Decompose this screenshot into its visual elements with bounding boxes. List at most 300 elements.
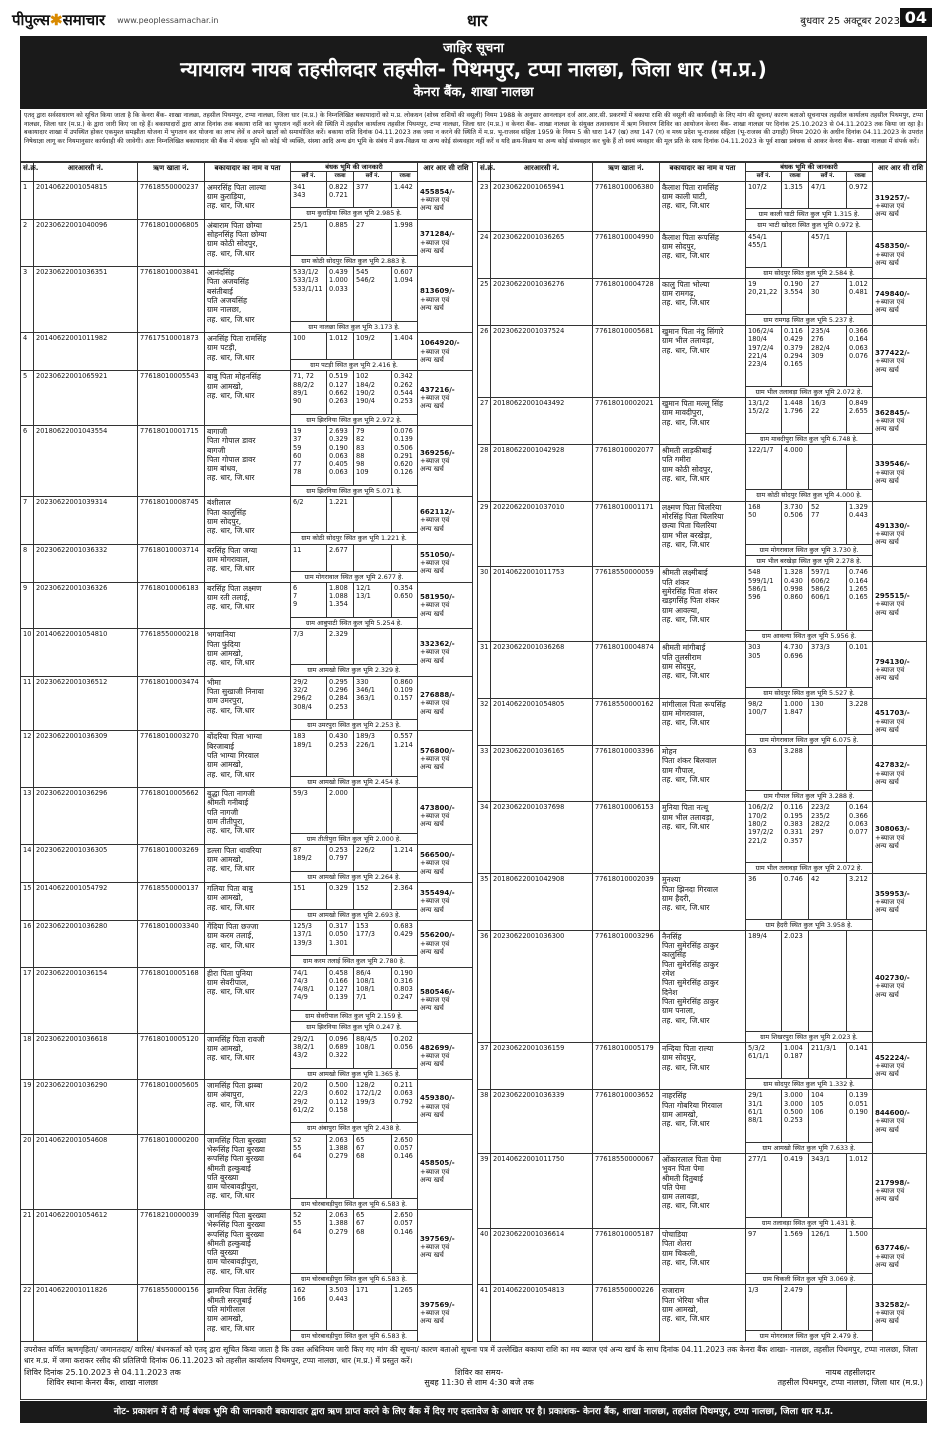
- table-row: [478, 445, 926, 501]
- mortgaged-land: [291, 845, 418, 882]
- land-grid: [291, 583, 417, 617]
- land-total: ग्राम सोदपुर स्थित कुल भूमि 5.527 हे.: [746, 687, 872, 698]
- land-grid: [291, 968, 417, 1010]
- rrc-amount: [873, 232, 928, 278]
- land-survey: 36: [746, 874, 782, 918]
- sr-number: 5: [21, 371, 34, 425]
- rrc-number: 20180622001043492: [491, 398, 593, 444]
- land-area: [392, 788, 418, 832]
- mortgaged-land: [291, 220, 418, 266]
- header-amount: आर आर सी राशि: [877, 164, 924, 172]
- loan-account: 77618210000039: [138, 1210, 205, 1284]
- mortgaged-land: [291, 921, 418, 966]
- rrc-number: 20140622001011753: [491, 567, 593, 641]
- amount-suffix: अन्य खर्च: [420, 1060, 444, 1069]
- header-land-sub: [746, 172, 872, 180]
- sr-number: 29: [478, 502, 491, 567]
- sr-number: 24: [478, 232, 491, 278]
- notice-subtitle: जाहिर सूचना: [443, 41, 504, 56]
- land-area: 1.448 1.796: [782, 398, 809, 433]
- mortgaged-land: [291, 333, 418, 370]
- header-loan: ऋण खाता नं.: [593, 163, 660, 181]
- land-survey: 19 37 59 60 77 78: [291, 426, 327, 485]
- header-rrc: आरआरसी नं.: [491, 163, 593, 181]
- table-row: [21, 426, 472, 497]
- rrc-amount: [418, 583, 474, 628]
- footer-notice: [20, 1342, 927, 1400]
- land-area: [847, 1285, 873, 1329]
- land-survey: 63: [746, 746, 782, 790]
- land-grid: [291, 267, 417, 321]
- land-total: ग्राम मोगरावाल स्थित कुल भूमि 2.479 हे.: [746, 1330, 872, 1341]
- amount-value: 276888/-: [420, 691, 455, 700]
- rrc-number: 20230622001037524: [491, 326, 593, 397]
- defaulter-name-address: कैलाश पिता रामसिंह ग्राम काली घाटी, तह. धार, जि.धार: [660, 182, 746, 231]
- mortgaged-land: [291, 1034, 418, 1079]
- land-area: 1.329 0.443: [849, 502, 868, 519]
- camp-date: शिविर दिनांक 25.10.2023 से 04.11.2023 तक: [24, 1368, 181, 1377]
- sr-number: 15: [21, 883, 34, 920]
- land-total: ग्राम चोरबावड़ीपुरा स्थित कुल भूमि 6.583 हे.: [291, 1273, 417, 1284]
- land-total: ग्राम झिरनिया स्थित कुल भूमि 2.972 हे.: [291, 414, 417, 425]
- rrc-number: 20140622001054612: [34, 1210, 138, 1284]
- land-area: 0.860 0.109 0.157: [394, 677, 413, 703]
- land-survey: 6 7 9: [291, 583, 327, 617]
- rrc-number: 20230622001036280: [34, 921, 138, 966]
- defaulter-name-address: राजाराम पिता भेरिया भील ग्राम आमखो, तह. धार, जि.धार: [660, 1285, 746, 1340]
- land-grid: [291, 677, 417, 719]
- defaulter-name-address: जामसिंह पिता बुरख्या भेरूसिंह पिता बुरख्या रूपसिंह पिता बुरख्या श्रीमती हल्कुबाई पति बुरख्या ग्राम चोरबावड़ीपुरा, तह. धार, जि.धार: [205, 1210, 291, 1284]
- defaulter-name-address: भगवानिया पिता फुंदिया ग्राम आमखो, तह. धार, जि.धार: [205, 629, 291, 675]
- land-area: 0.849 2.655: [849, 399, 868, 416]
- land-area: 2.650 0.057 0.146: [394, 1135, 413, 1161]
- land-total: ग्राम रामगढ़ स्थित कुल भूमि 5.237 हे.: [746, 314, 872, 325]
- land-survey: 52 55 64: [291, 1135, 327, 1198]
- amount-suffix: अन्य खर्च: [420, 707, 444, 716]
- mortgaged-land: [291, 1210, 418, 1284]
- sr-number: 11: [21, 677, 34, 731]
- table-row: [478, 746, 926, 802]
- land-area: 0.101: [849, 643, 868, 652]
- amount-value: 437216/-: [420, 385, 455, 394]
- loan-account: 77618010005662: [138, 788, 205, 844]
- land-survey: 107/2: [746, 182, 782, 209]
- mortgaged-land: [291, 371, 418, 425]
- sr-number: 6: [21, 426, 34, 496]
- rrc-amount: [873, 1090, 928, 1153]
- rrc-amount: [873, 182, 928, 231]
- land-total: ग्राम तलावड़ा स्थित कुल भूमि 1.431 हे.: [746, 1217, 872, 1228]
- land-survey: 65 67 68: [354, 1135, 392, 1198]
- land-area: 1.808 1.088 1.354: [327, 583, 354, 617]
- header-land-title: बंधक भूमि की जानकारी: [291, 163, 417, 172]
- land-survey: 74/1 74/3 74/8/1 74/9: [291, 968, 327, 1010]
- camp-time-info: [424, 1368, 533, 1388]
- edition-city: धार: [467, 11, 488, 30]
- table-row: [21, 883, 472, 921]
- land-total: ग्राम सेवरीपाल स्थित कुल भूमि 2.159 हे.: [291, 1010, 417, 1021]
- mortgaged-land: [746, 931, 873, 1042]
- land-survey: 29/1 31/1 61/1 88/1: [746, 1090, 782, 1141]
- land-total: ग्राम तीतीपुरा स्थित कुल भूमि 2.000 हे.: [291, 833, 417, 844]
- land-grid: [746, 182, 872, 209]
- land-total: ग्राम मोगरावाल स्थित कुल भूमि 2.677 हे.: [291, 571, 417, 582]
- land-area: 2.023: [782, 931, 809, 1031]
- amount-value: 1064920/-: [420, 339, 460, 348]
- amount-suffix: अन्य खर्च: [420, 1251, 444, 1260]
- loan-account: 77618550000067: [593, 1154, 660, 1228]
- rrc-number: 20230622001036618: [34, 1034, 138, 1079]
- table-row: [21, 968, 472, 1034]
- rrc-amount: [418, 333, 474, 370]
- masthead: [12, 6, 932, 34]
- land-area: 1.000 1.847: [782, 699, 809, 734]
- land-area: 0.190 3.554: [782, 279, 809, 314]
- land-survey: 102 184/2 190/2 190/4: [354, 371, 392, 413]
- land-survey: 125/3 137/1 139/3: [291, 921, 327, 955]
- amount-suffix: +ब्याज एवं: [420, 1167, 450, 1176]
- amount-suffix: अन्य खर्च: [875, 365, 899, 374]
- mortgaged-land: [746, 398, 873, 444]
- amount-suffix: अन्य खर्च: [420, 609, 444, 618]
- land-grid: [291, 426, 417, 485]
- land-area: 3.000 3.000 0.500 0.253: [782, 1090, 809, 1141]
- rrc-amount: [418, 1034, 474, 1079]
- amount-value: 482699/-: [420, 1043, 455, 1052]
- land-grid: [291, 845, 417, 871]
- rrc-number: 20230622001036332: [34, 545, 138, 582]
- sr-number: 12: [21, 731, 34, 787]
- land-survey: 130: [809, 699, 847, 734]
- land-grid: [291, 182, 417, 208]
- footer-text: उपरोक्त वर्णित ऋणगृहिता/ जमानतदार/ वारिस/ बंधनकर्ता को एतद् द्वारा सूचित किया जाता है कि उक्त अधिनियम जारी किए गए मांग की सूचना/ कारण बताओ सूचना पत्र में उल्लेखित बकाया राशि का मय ब्याज एवं अन्य खर्च के साथ दिनांक 04.11.2023 तक केनरा बैंक शाखा- नालछा, तहसील पिथमपुर, टप्पा नालछा, जिला धार म.प्र. में जमा कराकर रसीद की प्रतिलिपी दिनांक 06.11.2023 को तहसील कार्यालय पिथमपुर, टप्पा नालछा, धार (म.प्र.) में प्रस्तुत करें।: [24, 1345, 918, 1365]
- table-row: [478, 567, 926, 642]
- land-area: 1.500: [849, 1230, 868, 1238]
- loan-account: 77618010008745: [138, 497, 205, 543]
- land-total: ग्राम आमखो स्थित कुल भूमि 1.365 हे.: [291, 1068, 417, 1079]
- defaulter-name-address: श्रीमती मांगीबाई पति तुलसीराम ग्राम सोदपुर, तह. धार, जि.धार: [660, 642, 746, 697]
- header-survey: सर्वे नं.: [746, 172, 782, 180]
- amount-value: 458350/-: [875, 242, 910, 251]
- land-area: 0.972: [849, 182, 868, 191]
- amount-value: 662112/-: [420, 508, 455, 517]
- rrc-amount: [873, 746, 928, 801]
- rrc-number: 20230622001036339: [491, 1090, 593, 1153]
- amount-suffix: अन्य खर्च: [875, 1260, 899, 1269]
- land-area: 2.364: [394, 883, 413, 892]
- defaulter-name-address: श्रीमती लक्ष्मीबाई पति शंकर सुमेरसिंह पिता शंकर खड़गसिंह पिता शंकर ग्राम आवल्या, तह. धार, जि.धार: [660, 567, 746, 641]
- rrc-number: 20230622001036265: [491, 232, 593, 278]
- land-grid: [291, 333, 417, 359]
- amount-suffix: +ब्याज एवं: [420, 699, 450, 708]
- amount-suffix: +ब्याज एवं: [875, 1062, 905, 1071]
- mortgaged-land: [291, 545, 418, 582]
- header-sr: सं.क्र.: [21, 163, 34, 181]
- amount-suffix: +ब्याज एवं: [420, 516, 450, 525]
- land-survey: [354, 545, 392, 571]
- mortgaged-land: [746, 802, 873, 873]
- sr-number: 30: [478, 567, 491, 641]
- header-amount: आर आर सी राशि: [423, 164, 469, 172]
- amount-suffix: अन्य खर्च: [875, 608, 899, 617]
- table-row: [478, 326, 926, 398]
- amount-suffix: +ब्याज एवं: [420, 995, 450, 1004]
- land-total: ग्राम आमखो स्थित कुल भूमि 2.454 हे.: [291, 776, 417, 787]
- rrc-number: 20230622001037698: [491, 802, 593, 873]
- loan-account: 77618550000156: [138, 1285, 205, 1341]
- land-grid: [746, 874, 872, 918]
- land-total: ग्राम झिरनिया स्थित कुल भूमि 0.247 हे.: [291, 1021, 417, 1032]
- amount-suffix: +ब्याज एवं: [875, 898, 905, 906]
- amount-suffix: अन्य खर्च: [420, 867, 444, 876]
- land-survey: 100: [291, 333, 327, 359]
- land-grid: [746, 445, 872, 489]
- sr-number: 38: [478, 1090, 491, 1153]
- rrc-amount: [418, 1285, 474, 1341]
- land-area: 0.354 0.650: [394, 583, 413, 601]
- rrc-amount: [873, 1229, 928, 1284]
- defaulter-name-address: ओंकारलाल पिता पेमा भुवन पिता पेमा श्रीमती दितुबाई पति पेमा ग्राम तलावड़ा, तह. धार, जि.धार: [660, 1154, 746, 1228]
- rrc-amount: [873, 398, 928, 444]
- mortgaged-land: [746, 326, 873, 397]
- land-grid: [746, 1229, 872, 1273]
- land-survey: 42: [809, 874, 847, 918]
- mortgaged-land: [746, 232, 873, 278]
- table-row: [478, 699, 926, 746]
- rrc-amount: [873, 567, 928, 641]
- defaulter-name-address: अमरसिंह पिता लाल्या ग्राम कुराड़िया, तह. धार, जि.धार: [205, 182, 291, 219]
- sr-number: 17: [21, 968, 34, 1033]
- sr-number: 26: [478, 326, 491, 397]
- rrc-amount: [418, 426, 474, 496]
- land-area: [782, 232, 809, 267]
- land-total: ग्राम गौपाल स्थित कुल भूमि 3.288 हे.: [746, 790, 872, 801]
- table-row: [21, 1034, 472, 1080]
- rrc-number: 20140622001054805: [491, 699, 593, 745]
- page-number: 04: [900, 8, 932, 27]
- table-row: [478, 182, 926, 232]
- amount-suffix: अन्य खर्च: [875, 1125, 899, 1134]
- loan-account: 77618010002021: [593, 398, 660, 444]
- land-grid: [291, 1080, 417, 1122]
- land-total: ग्राम भील तलावड़ा स्थित कुल भूमि 2.072 हे.: [746, 862, 872, 873]
- land-area: [392, 545, 418, 571]
- land-area: 1.315: [782, 182, 809, 209]
- rrc-number: 20220622001037010: [491, 502, 593, 567]
- sr-number: 1: [21, 182, 34, 219]
- amount-suffix: +ब्याज एवं: [420, 897, 450, 906]
- land-area: 2.693 0.329 0.190 0.063 0.405 0.063: [327, 426, 354, 485]
- land-area: 0.439 1.000 0.033: [327, 267, 354, 321]
- amount-suffix: +ब्याज एवं: [420, 559, 450, 568]
- mortgaged-land: [746, 642, 873, 697]
- land-area: [392, 497, 418, 532]
- land-grid: [291, 497, 417, 532]
- rrc-amount: [418, 788, 474, 844]
- amount-suffix: +ब्याज एवं: [875, 529, 905, 538]
- amount-value: 402730/-: [875, 974, 910, 983]
- header-area: रकबा: [854, 173, 866, 180]
- land-area: 3.228: [849, 699, 868, 708]
- amount-value: 551050/-: [420, 550, 455, 559]
- land-area: 0.746 0.164 1.265 0.165: [849, 568, 868, 602]
- loan-account: 77618010002077: [593, 445, 660, 500]
- land-area: [847, 445, 873, 489]
- sr-number: 28: [478, 445, 491, 500]
- loan-account: 77618010003340: [138, 921, 205, 966]
- defaulter-name-address: खुमान पिता मल्लू सिंह ग्राम मावदीपुरा, तह. धार, जि.धार: [660, 398, 746, 444]
- rrc-number: 20180622001042908: [491, 874, 593, 929]
- land-survey: 29/2/1 38/2/1 43/2: [291, 1034, 327, 1068]
- defaulter-name-address: बागाजी पिता गोपाल डावर बागजी पिता गोपाल डावर ग्राम बांधव, तह. धार, जि.धार: [205, 426, 291, 496]
- amount-value: 576800/-: [420, 746, 455, 755]
- land-survey: 128/2 172/1/2 199/3: [354, 1080, 392, 1122]
- land-survey: 373/3: [809, 642, 847, 686]
- amount-value: 332362/-: [420, 640, 455, 649]
- table-row: [21, 731, 472, 788]
- rrc-number: 20230622001039314: [34, 497, 138, 543]
- table-row: [478, 642, 926, 698]
- land-grid: [291, 921, 417, 955]
- amount-value: 794130/-: [875, 657, 910, 666]
- rrc-number: 20230622001036512: [34, 677, 138, 731]
- land-area: 3.503 0.443: [327, 1285, 354, 1329]
- land-grid: [746, 802, 872, 862]
- sr-number: 27: [478, 398, 491, 444]
- rrc-amount: [418, 267, 474, 332]
- table-row: [478, 1154, 926, 1229]
- defaulter-name-address: झामरिया पिता तेरसिंह श्रीमती सरजुबाई पति मांगीलाल ग्राम आमखो, तह. धार, जि.धार: [205, 1285, 291, 1341]
- land-area: 1.404: [394, 334, 413, 343]
- amount-suffix: अन्य खर्च: [875, 1317, 899, 1326]
- amount-suffix: +ब्याज एवं: [875, 1252, 905, 1261]
- amount-suffix: अन्य खर्च: [420, 905, 444, 914]
- land-survey: 162 166: [291, 1285, 327, 1329]
- land-area: 1.265: [394, 1286, 413, 1295]
- land-total: ग्राम कोठी सोदपुर स्थित कुल भूमि 2.883 हे.: [291, 255, 417, 266]
- amount-suffix: +ब्याज एवं: [420, 1052, 450, 1061]
- amount-value: 491330/-: [875, 521, 910, 530]
- land-area: 3.730 0.506: [782, 502, 809, 544]
- land-area: 0.211 0.063 0.792: [394, 1080, 413, 1106]
- sr-number: 33: [478, 746, 491, 801]
- website-url[interactable]: www.peoplessamachar.in: [117, 15, 219, 25]
- amount-suffix: +ब्याज एवं: [875, 297, 905, 306]
- land-survey: 330 346/1 363/1: [354, 677, 392, 719]
- mortgaged-land: [746, 445, 873, 500]
- rrc-number: 20140622001011826: [34, 1285, 138, 1341]
- rrc-number: 20140622001054810: [34, 629, 138, 675]
- land-survey: 303 305: [746, 642, 782, 686]
- amount-suffix: अन्य खर्च: [420, 303, 444, 312]
- header-land: [746, 163, 873, 181]
- table-row: [478, 502, 926, 568]
- loan-account: 77618010005543: [138, 371, 205, 425]
- amount-value: 217998/-: [875, 1178, 910, 1187]
- land-grid: [746, 746, 872, 790]
- land-area: [847, 931, 873, 1031]
- header-area: रकबा: [399, 173, 411, 180]
- rrc-number: 20230622001065921: [34, 371, 138, 425]
- land-grid: [746, 642, 872, 686]
- rrc-number: 20230622001040096: [34, 220, 138, 266]
- defaulter-name-address: मांगीलाल पिता रूपसिंह ग्राम मोगरावाल, तह. धार, जि.धार: [660, 699, 746, 745]
- land-area: 2.063 1.388 0.279: [327, 1210, 354, 1273]
- loan-account: 77618010003652: [593, 1090, 660, 1153]
- header-survey: सर्वे नं.: [354, 172, 392, 180]
- defaulter-name-address: आनंदसिंह पिता अजयसिंह बसंतीबाई पति अजयसिंह ग्राम नालछा, तह. धार, जि.धार: [205, 267, 291, 332]
- rrc-amount: [873, 642, 928, 697]
- defaulter-name-address: डल्ला पिता थावरिया ग्राम आमखो, तह. धार, जि.धार: [205, 845, 291, 882]
- land-survey: 183 189/1: [291, 731, 327, 775]
- loan-account: 77618010001715: [138, 426, 205, 496]
- amount-suffix: +ब्याज एवं: [875, 717, 905, 726]
- land-survey: 65 67 68: [354, 1210, 392, 1273]
- loan-account: 77618010003841: [138, 267, 205, 332]
- land-area: 0.295 0.296 0.284 0.253: [327, 677, 354, 719]
- land-grid: [746, 699, 872, 734]
- land-grid: [291, 1135, 417, 1198]
- rrc-number: 20140622001011750: [491, 1154, 593, 1228]
- loan-account: 77618010002039: [593, 874, 660, 929]
- sr-number: 2: [21, 220, 34, 266]
- sr-number: 14: [21, 845, 34, 882]
- loan-account: 77618010003396: [593, 746, 660, 801]
- mortgaged-land: [291, 677, 418, 731]
- defaulter-name-address: बोंदरिया पिता भाग्या बिरजाबाई पति भाग्या गिरवाल ग्राम आमखो, तह. धार, जि.धार: [205, 731, 291, 787]
- amount-suffix: +ब्याज एवं: [875, 202, 905, 211]
- rrc-amount: [873, 326, 928, 397]
- amount-value: 332582/-: [875, 1300, 910, 1309]
- bank-name: केनरा बैंक, शाखा नालछा: [413, 85, 534, 100]
- land-area: 1.214: [394, 845, 413, 854]
- table-row: [21, 371, 472, 426]
- sr-number: 31: [478, 642, 491, 697]
- camp-place: शिविर स्थानः केनरा बैंक, शाखा नालछा: [46, 1378, 158, 1387]
- land-area: 2.329: [327, 629, 354, 664]
- land-survey: 277/1: [746, 1154, 782, 1217]
- rrc-amount: [418, 497, 474, 543]
- amount-value: 308063/-: [875, 825, 910, 834]
- defaulter-name-address: अंबाराम पिता छोग्या सोहनसिंह पिता छोग्या ग्राम कोठी सोदपुर, तह. धार, जि.धार: [205, 220, 291, 266]
- amount-suffix: +ब्याज एवं: [875, 416, 905, 425]
- land-grid: [746, 279, 872, 314]
- notice-paragraph: एतद् द्वारा सर्वसाधारण को सूचित किया जाता है कि केनरा बैंक- शाखा नालछा, तहसील पिथमपुर, टप्पा नालछा, जिला धार (म.प्र.) के निम्नलिखित बकायादारों को म.प्र. लोकधन (शोध्य राशियों की वसूली) नियम 1988 के अनुसार आनलाइन दर्ज आर.आर.सी. प्रकरणों में बकाया राशि की वसूली की कार्यवाही के लिए मांग की सूचना/ कारण बताओ सूचनापत्र तहसील कार्यालय तहसील पिथमपुर, टप्पा नालछा, जिला धार (म.प्र.) के द्वारा जारी किए जा रहे हैं। बकायादारों द्वारा आज दिनांक तक बकाया राशि का भुगतान नहीं करने की स्थिति में तहसील कार्यालय तहसील पिथमपुर, टप्पा नालछा, जिला धार (म.प्र.) व केनरा बैंक- शाखा नालछा के संयुक्त तत्वावधान में ऋण निवारण शिविर का आयोजन केनरा बैंक- शाखा नालछा पर दिनांक 25.10.2023 से 04.11.2023 तक किया जा रहा है। बकायादार शाखा में उपस्थित होकर एकमुश्त समझौता योजना में भुगतान कर योजना का लाभ लेवें व अपने खातों को समायोजित करें। बकाया राशि दिनांक 04.11.2023 तक जमा न करने की स्थिति में म.प्र. भू-राजस्व संहिता 1959 के नियम 5 की धारा 147 (ख) तथा 147 (ग) व मध्य प्रदेश भू-राजस्व संहिता (भू-राजस्व की उगाही) नियम 2020 के अधीन दिनांक 04.11.2023 के उपरांत निषेधाज्ञा लागू कर नियमानुसार कार्यवाही की जावेगी। अतः निम्नलिखित बकायादार की बैंक में बंधक भूमि को कोई भी व्यक्ति, संस्था आदि अन्य ढंग भूमि के संबंध में क्रय-विक्रय या अन्य कोई संव्यवहार नहीं करें व यदि क्रय-विक्रय या अन्य कोई संव्यवहार कर चुके हैं तो स्वयं व्यवहार की मूल प्रति के साथ दिनांक 04.11.2023 के पूर्व शाखा प्रबंधक से आकर केनरा बैंक- शाखा नालछा में संपर्क करें।: [20, 110, 927, 162]
- land-total: ग्राम हैदरी स्थित कुल भूमि 3.958 हे.: [746, 919, 872, 930]
- land-survey: 545 546/2: [354, 267, 392, 321]
- rrc-amount: [418, 845, 474, 882]
- land-grid: [746, 1090, 872, 1141]
- officer-place: तहसील पिथमपुर, टप्पा नालछा, जिला धार (म.प्र.): [777, 1378, 923, 1387]
- land-survey: 152: [354, 883, 392, 909]
- rrc-amount: [418, 1210, 474, 1284]
- sr-number: 34: [478, 802, 491, 873]
- mortgaged-land: [746, 502, 873, 567]
- mortgaged-land: [291, 1285, 418, 1341]
- land-area: 0.746: [782, 874, 809, 918]
- rrc-amount: [873, 279, 928, 325]
- land-area: [847, 232, 873, 267]
- land-survey: 5/3/2 61/1/1: [746, 1043, 782, 1078]
- loan-account: 77618010004874: [593, 642, 660, 697]
- loan-account: 77618010003474: [138, 677, 205, 731]
- defaulter-name-address: जामसिंह पिता रावजी ग्राम आमखो, तह. धार, जि.धार: [205, 1034, 291, 1079]
- defaulter-name-address: लक्ष्मण पिता चिलरिया मोरसिंह पिता चिलरिया छत्या पिता चिलरिया ग्राम भील बरखेड़ा, तह. धार, जि.धार: [660, 502, 746, 567]
- header-sr: सं.क्र.: [478, 163, 491, 181]
- land-area: 1.012: [849, 1154, 868, 1163]
- land-area: 0.419: [782, 1154, 809, 1217]
- defaulter-name-address: गेंदिया पिता छज्जा ग्राम करम तलाई, तह. धार, जि.धार: [205, 921, 291, 966]
